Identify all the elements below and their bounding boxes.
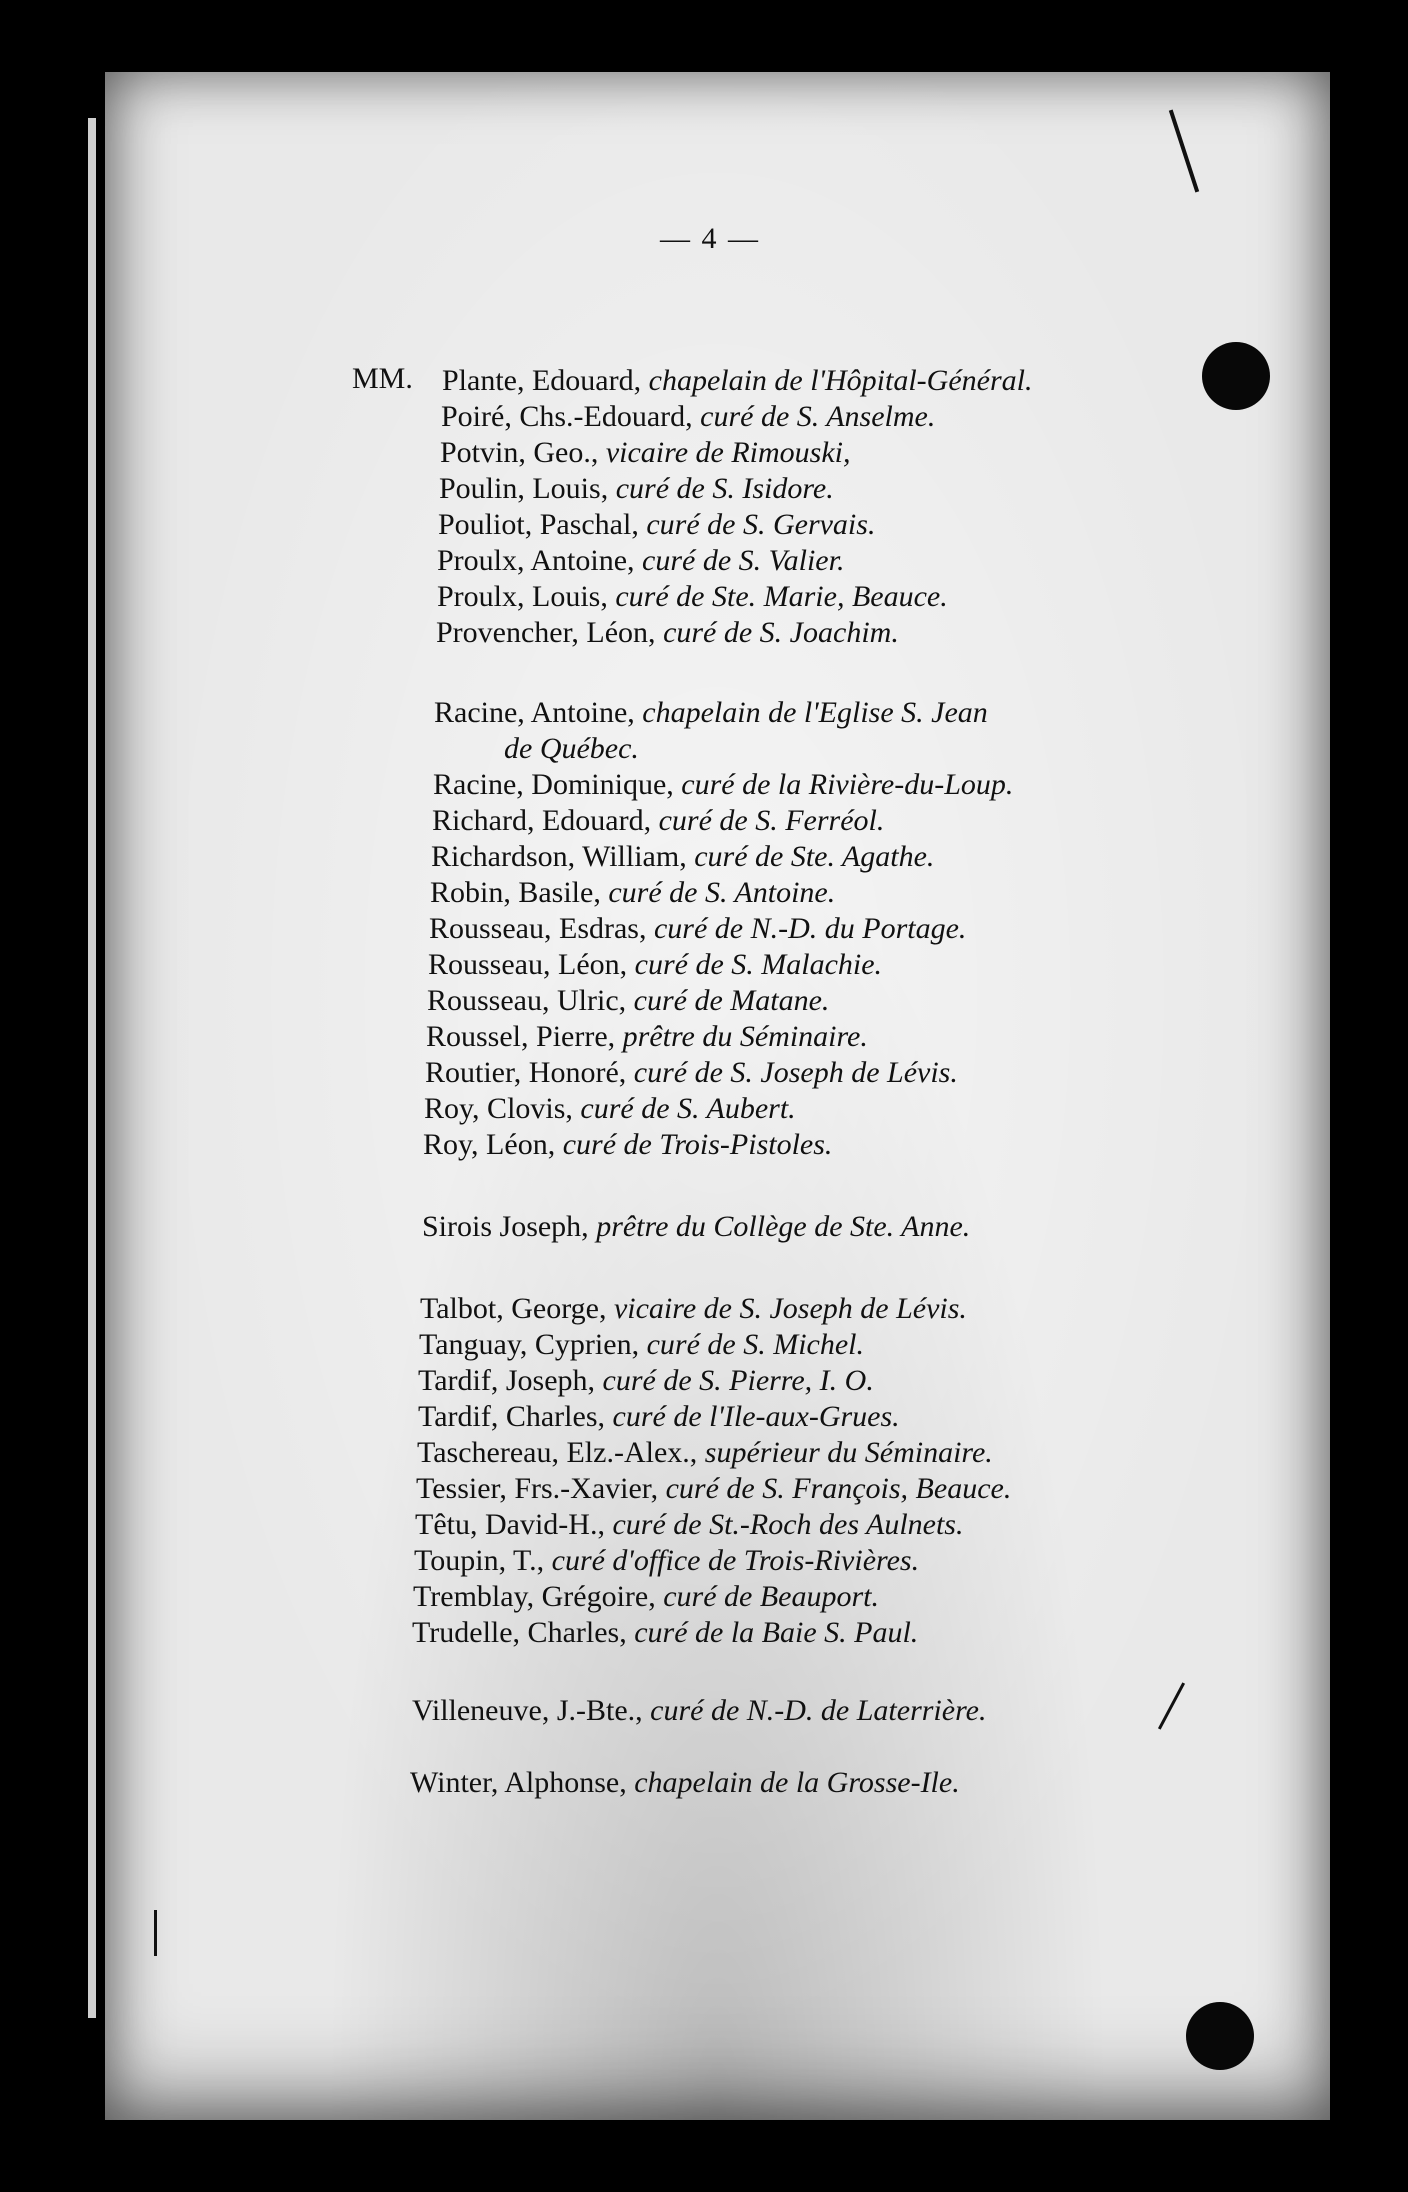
entry-name: Robin, Basile, (430, 876, 609, 909)
entry-role: curé de S. Anselme. (700, 400, 936, 433)
entry-role: curé de S. Valier. (642, 544, 845, 577)
entry-role: curé de la Rivière-du-Loup. (681, 768, 1014, 801)
entry-name: Tardif, Joseph, (418, 1364, 603, 1397)
entry-name: Tessier, Frs.-Xavier, (416, 1472, 666, 1505)
entry-role: curé de S. Isidore. (615, 472, 834, 505)
entry-role: curé de l'Ile-aux-Grues. (612, 1400, 900, 1433)
entry-role: curé de S. Antoine. (608, 876, 836, 909)
entry-name: Talbot, George, (420, 1292, 614, 1325)
entry-role: curé de S. François, Beauce. (665, 1472, 1012, 1505)
entry-name: Winter, Alphonse, (410, 1766, 635, 1799)
entry-name: Tardif, Charles, (418, 1400, 613, 1433)
entry-name: Richard, Edouard, (432, 804, 659, 837)
entry-role: vicaire de S. Joseph de Lévis. (613, 1292, 967, 1325)
entry-name: Roy, Léon, (423, 1128, 563, 1161)
entry-name: Poulin, Louis, (439, 472, 616, 505)
entry-role: chapelain de la Grosse-Ile. (634, 1766, 960, 1799)
entry-name: Rousseau, Ulric, (427, 984, 634, 1017)
entry-role: de Québec. (504, 732, 639, 765)
entry-role: curé de S. Malachie. (634, 948, 883, 981)
entry-role: chapelain de l'Eglise S. Jean (642, 696, 988, 729)
entry-name: Poiré, Chs.-Edouard, (441, 400, 701, 433)
entry-role: supérieur du Séminaire. (704, 1436, 993, 1469)
entry-role: curé de S. Ferréol. (658, 804, 885, 837)
page-number: — 4 — (660, 222, 760, 255)
entry-name: Racine, Antoine, (434, 696, 643, 729)
entry-role: curé de S. Joachim. (663, 616, 899, 649)
entry-name: Proulx, Louis, (437, 580, 616, 613)
entry-name: Trudelle, Charles, (412, 1616, 635, 1649)
entry-role: curé de Ste. Agathe. (694, 840, 935, 873)
punch-hole-bottom (1186, 2002, 1254, 2070)
entry-role: prêtre du Séminaire. (622, 1020, 868, 1053)
punch-hole-top (1202, 342, 1270, 410)
entry-role: curé de Matane. (633, 984, 830, 1017)
entry-role: curé de N.-D. de Laterrière. (650, 1694, 987, 1727)
entry-role: chapelain de l'Hôpital-Général. (648, 364, 1033, 397)
entry-role: curé de S. Pierre, I. O. (602, 1364, 874, 1397)
entry-name: Provencher, Léon, (436, 616, 664, 649)
entry-role: curé de la Baie S. Paul. (634, 1616, 919, 1649)
document-page (105, 72, 1330, 2120)
entry-name: Tanguay, Cyprien, (419, 1328, 647, 1361)
entry-name: Rousseau, Esdras, (429, 912, 654, 945)
pen-stroke-left (154, 1910, 157, 1956)
entry-role: curé de Ste. Marie, Beauce. (615, 580, 948, 613)
honorific-prefix: MM. (352, 362, 413, 395)
entry-name: Roussel, Pierre, (426, 1020, 623, 1053)
entry-name: Roy, Clovis, (424, 1092, 581, 1125)
entry-name: Têtu, David-H., (415, 1508, 613, 1541)
entry-name: Routier, Honoré, (425, 1056, 634, 1089)
entry-role: curé de Beauport. (663, 1580, 880, 1613)
entry-role: prêtre du Collège de Ste. Anne. (596, 1210, 971, 1243)
entry-role: curé de N.-D. du Portage. (653, 912, 967, 945)
entry-role: curé de Trois-Pistoles. (562, 1128, 833, 1161)
entry-name: Villeneuve, J.-Bte., (412, 1694, 651, 1727)
entry-role: curé de S. Gervais. (646, 508, 876, 541)
entry-name: Toupin, T., (414, 1544, 552, 1577)
entry-name: Racine, Dominique, (433, 768, 682, 801)
entry-role: curé d'office de Trois-Rivières. (551, 1544, 920, 1577)
entry-name: Taschereau, Elz.-Alex., (417, 1436, 705, 1469)
entry-name: Sirois Joseph, (422, 1210, 597, 1243)
entry-role: curé de S. Aubert. (580, 1092, 796, 1125)
entry-name: Pouliot, Paschal, (438, 508, 647, 541)
entry-name: Plante, Edouard, (442, 364, 649, 397)
entry-name: Richardson, William, (431, 840, 695, 873)
entry-role: curé de S. Joseph de Lévis. (633, 1056, 958, 1089)
entry-role: curé de St.-Roch des Aulnets. (612, 1508, 964, 1541)
entry-role: vicaire de Rimouski, (605, 436, 851, 469)
entry-name: Rousseau, Léon, (428, 948, 635, 981)
page-edge (88, 118, 96, 2018)
entry-role: curé de S. Michel. (646, 1328, 864, 1361)
entry-name: Potvin, Geo., (440, 436, 606, 469)
entry-name: Tremblay, Grégoire, (413, 1580, 664, 1613)
entry-name: Proulx, Antoine, (437, 544, 643, 577)
